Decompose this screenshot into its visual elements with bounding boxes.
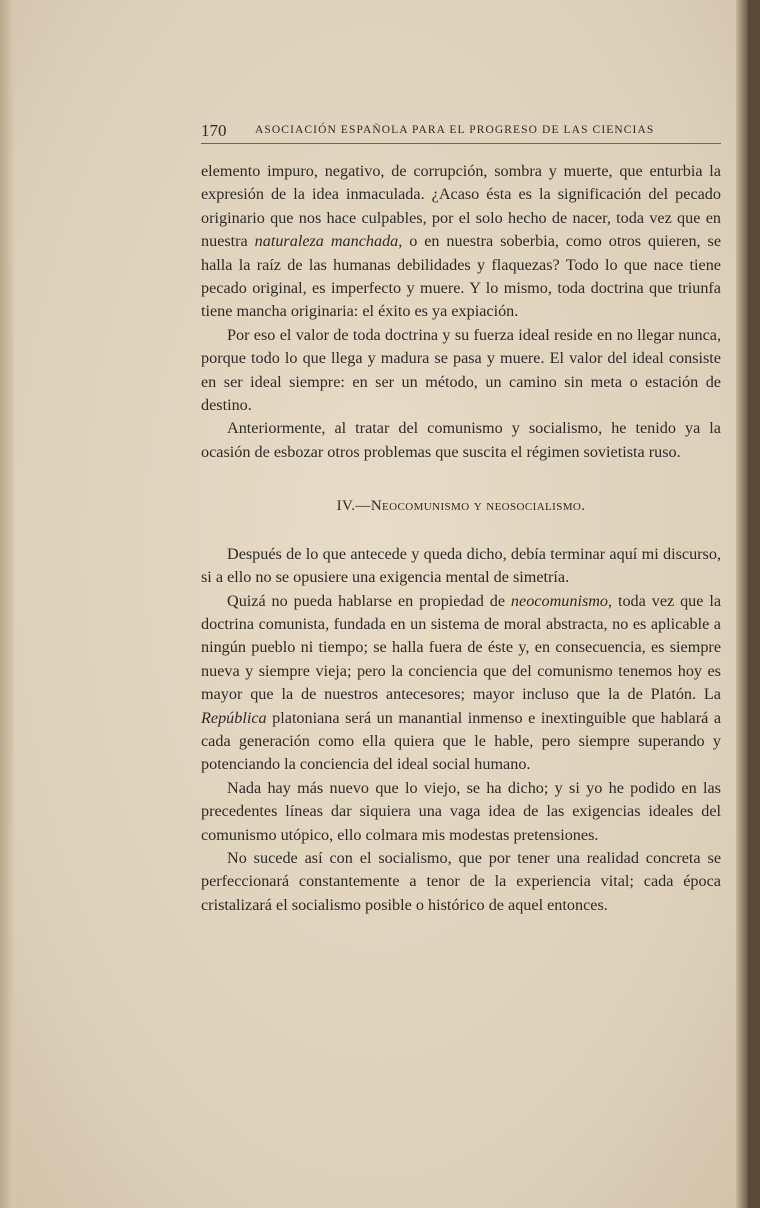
paragraph-4: Después de lo que antecede y queda dicho, debía terminar aquí mi discurso, si a ello no se opusiere una exigencia mental de simetría. [201, 544, 721, 587]
page-number: 170 [201, 121, 227, 140]
section-numeral: IV.— [336, 498, 371, 515]
paragraph-6: Nada hay más nuevo que lo viejo, se ha dicho; y si yo he podido en las precedentes líneas dar siquiera una vaga idea de las exigencias ideales del comunismo utópico, ello colmara mis modestas pretensiones. [201, 778, 721, 844]
body-text [201, 160, 721, 917]
paragraph-5-italic-2: República [201, 708, 267, 727]
page-edge [736, 0, 748, 1208]
paragraph-1 [201, 160, 721, 324]
paragraph-5-part-c: platoniana será un manantial inmenso e inextinguible que hablará a cada generación como ella quiera que le hable, pero siempre superando y potenciando la conciencia del ideal social humano. [201, 708, 721, 774]
paragraph-5-italic-1: neocomunismo [510, 591, 609, 610]
paragraph-5-part-b: , toda vez que la doctrina comunista, fundada en un sistema de moral abstracta, no es aplicable a ningún pueblo ni tiempo; se halla fuera de éste y, en consecuencia, es siempre nueva y siempre vieja; pero la conciencia que del comunismo tenemos hoy es mayor que la de nuestros antecesores; mayor incluso que la de Platón. La [201, 591, 722, 704]
paragraph-1-part-a: elemento impuro, negativo, de corrupción, sombra y muerte, que enturbia la expresión de la idea inmaculada. ¿Acaso ésta es la significación del pecado originario que nos hace culpables, por el solo hecho de nacer, toda vez que en nuestra [201, 162, 721, 251]
paragraph-5-part-a: Quizá no pueda hablarse en propiedad de [227, 591, 511, 610]
paragraph-2: Por eso el valor de toda doctrina y su fuerza ideal reside en no llegar nunca, porque todo lo que llega y madura se pasa y muere. El valor del ideal consiste en ser ideal siempre: en ser un método, un camino sin meta o estación de destino. [201, 325, 721, 415]
paragraph-1-part-b: , o en nuestra soberbia, como otros quieren, se halla la raíz de las humanas debilidades y flaquezas? Todo lo que nace tiene pecado original, es imperfecto y muere. Y lo mismo, toda doctrina que triunfa tiene mancha originaria: el éxito es ya expiación. [201, 232, 721, 321]
paragraph-3: Anteriormente, al tratar del comunismo y socialismo, he tenido ya la ocasión de esbozar otros problemas que suscita el régimen sovietista ruso. [201, 419, 721, 461]
page-gutter [0, 0, 14, 1208]
running-title: ASOCIACIÓN ESPAÑOLA PARA EL PROGRESO DE LAS CIENCIAS [255, 124, 655, 136]
paragraph-5 [201, 590, 721, 777]
paragraph-7: No sucede así con el socialismo, que por tener una realidad concreta se perfeccionará constantemente a tenor de la experiencia vital; cada época cristalizará el socialismo posible o histórico de aquel entonces. [201, 848, 721, 914]
running-header [201, 121, 721, 144]
section-heading [201, 495, 721, 518]
section-heading-text: Neocomunismo y neosocialismo. [370, 498, 586, 515]
paragraph-1-italic: naturaleza manchada [254, 232, 399, 251]
